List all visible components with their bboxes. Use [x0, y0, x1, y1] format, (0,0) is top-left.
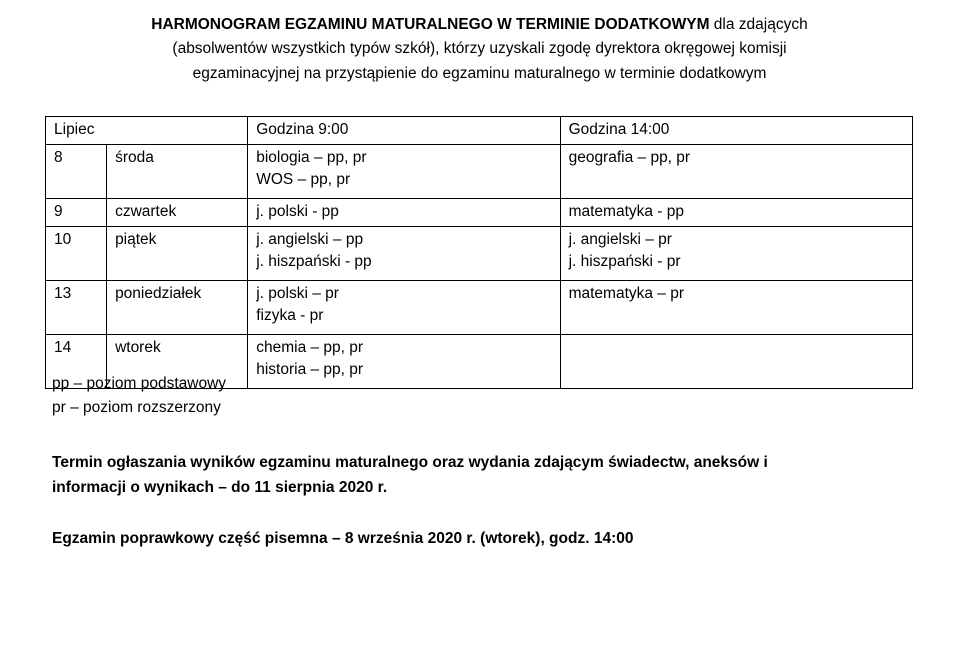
cell-exams-14	[560, 145, 912, 199]
title-line-2: (absolwentów wszystkich typów szkół), którzy uzyskali zgodę dyrektora okręgowej komisji	[172, 40, 787, 58]
exam-entry: geografia – pp, pr	[568, 149, 691, 166]
column-header-slot-14: Godzina 14:00	[560, 117, 912, 145]
exam-entry: chemia – pp, pr	[256, 339, 364, 356]
notes-spacer	[52, 500, 942, 526]
cell-day-number: 14	[46, 335, 107, 389]
table-header-row	[46, 117, 913, 145]
note-results-announcement	[52, 450, 942, 500]
note-line: Termin ogłaszania wyników egzaminu maturalnego oraz wydania zdającym świadectw, aneksów i	[52, 454, 768, 471]
legend-block	[52, 372, 226, 421]
cell-exams-9	[248, 281, 560, 335]
notes-block	[52, 450, 942, 551]
cell-exams-9	[248, 227, 560, 281]
exam-entry: WOS – pp, pr	[256, 171, 351, 188]
legend-item-pp: pp – poziom podstawowy	[52, 375, 227, 392]
cell-day-number: 8	[46, 145, 107, 199]
cell-exams-9	[248, 199, 560, 227]
note-line: Egzamin poprawkowy część pisemna – 8 września 2020 r. (wtorek), godz. 14:00	[52, 530, 634, 548]
title-line-3: egzaminacyjnej na przystąpienie do egzaminu maturalnego w terminie dodatkowym	[192, 64, 767, 82]
table-row	[46, 145, 913, 199]
exam-entry: j. polski - pp	[256, 203, 339, 220]
cell-weekday: wtorek	[107, 335, 248, 389]
document-title	[80, 0, 880, 86]
cell-exams-9	[248, 145, 560, 199]
exam-entry: j. polski – pr	[256, 285, 339, 302]
table-row	[46, 281, 913, 335]
cell-exams-9	[248, 335, 560, 389]
exam-entry: j. hiszpański - pp	[256, 253, 372, 270]
title-line-1	[80, 13, 880, 37]
exam-entry: j. angielski – pr	[568, 231, 672, 248]
title-heading-bold: HARMONOGRAM EGZAMINU MATURALNEGO W TERMINIE DODATKOWYM	[151, 16, 710, 33]
table-row	[46, 227, 913, 281]
column-header-month: Lipiec	[46, 117, 248, 145]
cell-weekday: piątek	[107, 227, 248, 281]
cell-day-number: 9	[46, 199, 107, 227]
exam-entry: j. angielski – pp	[256, 231, 364, 248]
cell-day-number: 13	[46, 281, 107, 335]
cell-exams-14	[560, 335, 912, 389]
exam-entry: fizyka - pr	[256, 307, 324, 324]
exam-entry: j. hiszpański - pr	[568, 253, 681, 270]
legend-item-pr: pr – poziom rozszerzony	[52, 399, 221, 417]
cell-exams-14	[560, 227, 912, 281]
exam-entry: matematyka – pr	[568, 285, 685, 302]
exam-schedule-table	[45, 116, 913, 389]
title-heading-rest: dla zdających	[709, 16, 808, 33]
table-row	[46, 199, 913, 227]
note-retake-exam	[52, 526, 942, 551]
schedule-table-container	[45, 116, 913, 389]
cell-weekday: środa	[107, 145, 248, 199]
note-line: informacji o wynikach – do 11 sierpnia 2020 r.	[52, 479, 388, 497]
cell-exams-14	[560, 281, 912, 335]
cell-weekday: poniedziałek	[107, 281, 248, 335]
exam-entry: historia – pp, pr	[256, 361, 364, 378]
column-header-slot-9: Godzina 9:00	[248, 117, 560, 145]
exam-entry: biologia – pp, pr	[256, 149, 367, 166]
cell-day-number: 10	[46, 227, 107, 281]
cell-exams-14	[560, 199, 912, 227]
exam-entry: matematyka - pp	[568, 203, 685, 220]
cell-weekday: czwartek	[107, 199, 248, 227]
